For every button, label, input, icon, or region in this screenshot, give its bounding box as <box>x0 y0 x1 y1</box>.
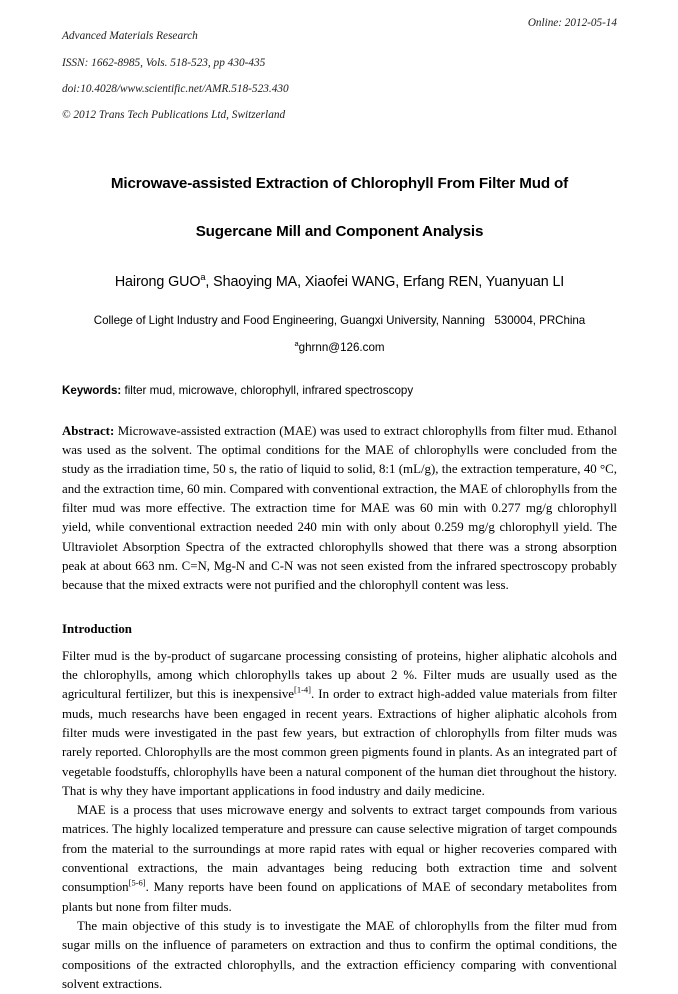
abstract-label: Abstract: <box>62 423 115 438</box>
copyright-line: © 2012 Trans Tech Publications Ltd, Switzerland <box>62 109 286 122</box>
online-date: Online: 2012-05-14 <box>527 17 617 29</box>
citation-ref-5-6: [5-6] <box>128 878 146 889</box>
author-affiliation-marker: a <box>200 272 206 283</box>
author-rest: , Shaoying MA, Xiaofei WANG, Erfang REN, Yuanyuan LI <box>205 273 565 290</box>
issn-line: ISSN: 1662-8985, Vols. 518-523, pp 430-435 <box>62 56 266 69</box>
citation-ref-1-4: [1-4] <box>294 685 312 696</box>
abstract-text: Microwave-assisted extraction (MAE) was used to extract chlorophylls from filter mud. Ethanol was used as the solvent. The optimal conditions for the MAE of chlorophylls were concluded from the study as the irradiation time, 50 s, the ratio of liquid to solid, 8:1 (mL/g), the extraction temperature, 40 °C, and the extraction time, 60 min. Compared with conventional extraction, the MAE of chlorophylls from the filter mud was more effective. The extraction time for MAE was 60 min with 0.277 mg/g chlorophyll yield, while conventional extraction needed 240 min with only about 0.259 mg/g chlorophyll yield. The Ultraviolet Absorption Spectra of the extracted chlorophylls showed that there was a strong absorption peak at about 663 nm. C=N, Mg-N and C-N was not seen existed from the infrared spectroscopy probably because that the mixed extracts were not purified and the chlorophyll content was less. <box>62 423 617 593</box>
intro-p2-part-a: MAE is a process that uses microwave energy and solvents to extract target compounds from various matrices. The highly localized temperature and pressure can cause selective migration of target compounds from the material to the surroundings at more rapid rates with equal or higher recoveries compared with conventional extractions, the main advantages being reducing both extraction time and solvent consumption <box>62 803 617 895</box>
intro-paragraph-2 <box>62 801 617 917</box>
publication-header-left <box>62 17 289 136</box>
journal-name: Advanced Materials Research <box>62 30 198 43</box>
intro-paragraph-3: The main objective of this study is to investigate the MAE of chlorophylls from the filter mud from sugar mills on the influence of parameters on extraction and thus to confirm the optimal conditions, the compositions of the extracted chlorophylls, and the extraction efficiency comparing with conventional solvent extractions. <box>62 918 617 991</box>
email-affiliation-marker: a <box>294 338 299 348</box>
email-address: ghrnn@126.com <box>298 340 385 354</box>
intro-p2-part-b: . Many reports have been found on applications of MAE of secondary metabolites from plants but none from filter muds. <box>62 880 617 914</box>
title-line-2: Sugercane Mill and Component Analysis <box>195 222 484 240</box>
abstract <box>62 422 617 596</box>
author-first: Hairong GUO <box>114 273 201 290</box>
keywords-label: Keywords: <box>62 383 122 397</box>
keywords-values: filter mud, microwave, chlorophyll, infrared spectroscopy <box>121 383 414 397</box>
title-line-1: Microwave-assisted Extraction of Chlorophyll From Filter Mud of <box>110 174 569 192</box>
page-title <box>62 174 617 241</box>
intro-p1-part-a: Filter mud is the by-product of sugarcane processing consisting of proteins, higher aliphatic alcohols and the chlorophylls, among which chlorophylls takes up about 2 %. Filter muds are usually used as the agricultural fertilizer, but this is inexpensive <box>62 648 617 702</box>
intro-paragraph-1 <box>62 647 617 801</box>
affiliation: College of Light Industry and Food Engineering, Guangxi University, Nanning 530004, PRChina <box>93 313 586 327</box>
intro-p1-part-b: . In order to extract high-added value materials from filter muds, much researchs have been engaged in recent years. Extractions of higher aliphatic alcohols from filter muds were investigated in the past few years, but extraction of chlorophylls from filter muds was rarely reported. Chlorophylls are the most common green pigments found in plants. As an integrated part of vegetable foodstuffs, chlorophylls have been a natural component of the human diet throughout the history. That is why they have important applications in food industry and daily medicine. <box>62 687 617 798</box>
keywords <box>62 383 617 398</box>
doi-line: doi:10.4028/www.scientific.net/AMR.518-523.430 <box>62 83 289 96</box>
publication-header <box>62 17 617 136</box>
author-list <box>62 273 617 291</box>
corresponding-email <box>62 340 617 355</box>
section-heading-introduction: Introduction <box>62 621 132 636</box>
